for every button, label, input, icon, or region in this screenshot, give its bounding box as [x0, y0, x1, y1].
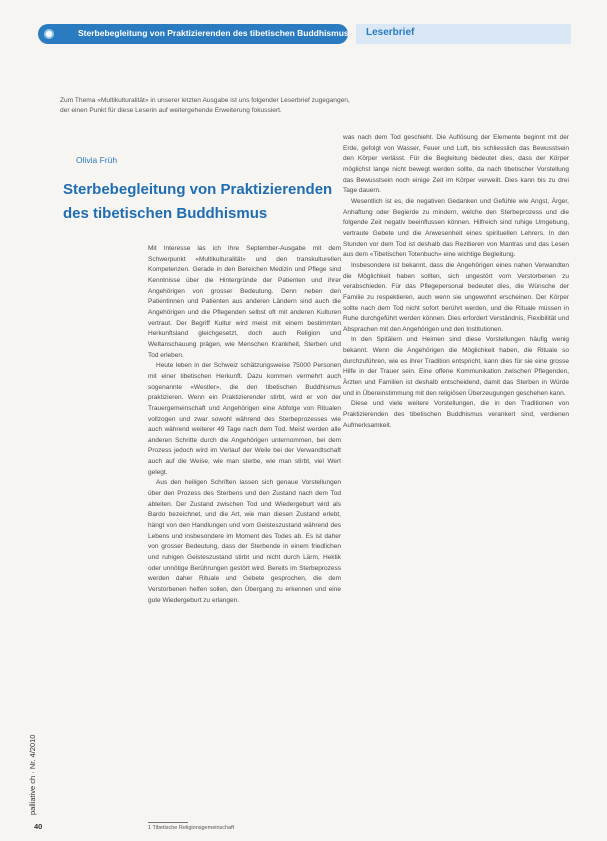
footnote-divider — [148, 822, 188, 823]
paragraph: was nach dem Tod geschieht. Die Auflösung der Elemente beginnt mit der Erde, gefolgt von Wasser, Feuer und Luft, bis schliesslich das Bewusstsein den Körper verlässt. Für die Begleitung bedeutet dies, dass der Körper möglichst lange nicht bewegt werden sollte, da nach tibetischer Vorstellung das Bewusstsein noch einige Zeit im Körper verweilt. Dies kann bis zu drei Tage dauern. — [343, 134, 569, 195]
left-column — [148, 244, 341, 824]
section-label: Leserbrief — [366, 27, 415, 38]
paragraph: Heute leben in der Schweiz schätzungsweise 75000 Personen mit einer tibetischen Herkunft. Dazu kommen vermehrt auch sogenannte «Westler», die den tibetischen Buddhismus praktizieren. Wenn ein Praktizierender stirbt, wird er von der Trauergemeinschaft und Angehörigen eine Abfolge von Ritualen vollzogen und zwar sowohl während des Sterbeprozesses wie auch während weiterer 49 Tage nach dem Tod. Meist werden alle anderen Schritte durch die Angehörigen unternommen, bei dem Prozess jedoch wird im Verlauf der Weile bei der Verwandtschaft auch auf die Weise, wie man sterbe, wie man stirbt, viel Wert gelegt. — [148, 362, 341, 476]
intro-text: Zum Thema «Multikulturalität» in unserer letzten Ausgabe ist uns folgender Leserbrief zugegangen, der einen Punkt für diese Leserin auf weitergehende Erweiterung fokussiert. — [60, 97, 350, 114]
page-number: 40 — [34, 822, 43, 831]
paragraph: In den Spitälern und Heimen sind diese Vorstellungen häufig wenig bekannt. Wenn die Angehörigen die Möglichkeit haben, die Rituale so durchzuführen, wie es ihrer Tradition entspricht, kann dies für sie eine grosse Hilfe in der Trauer sein. Eine offene Kommunikation zwischen Pflegenden, Ärzten und Familien ist deshalb entscheidend, damit das Sterben in Würde und in Übereinstimmung mit den religiösen Überzeugungen geschehen kann. — [343, 336, 569, 397]
paragraph: Mit Interesse las ich Ihre September-Ausgabe mit dem Schwerpunkt «Multikulturalität» und den transkulturellen Kompetenzen. Gerade in den Bereichen Medizin und Pflege sind Kenntnisse über die Hintergründe der Patienten und ihrer Angehörigen von grosser Bedeutung. Denn neben den Patientinnen und Patienten aus anderen Ländern sind auch die Angehörigen und die Pflegenden selbst oft mit anderen Kulturen vertraut. Der Begriff Kultur wird meist mit einem bestimmten Herkunftsland gleichgesetzt, doch auch Religion und Weltanschauung prägen, wie Menschen Krankheit, Sterben und Tod erleben. — [148, 245, 341, 359]
paragraph: Insbesondere ist bekannt, dass die Angehörigen eines nahen Verwandten die Möglichkeit haben sollten, sich ungestört vom Verstorbenen zu verabschieden. Für das Pflegepersonal bedeutet dies, die Wünsche der Familie zu respektieren, auch wenn sie ungewohnt erscheinen. Der Körper sollte nach dem Tod nicht sofort berührt werden, und die Rituale müssen in Ruhe durchgeführt werden können. Dies erfordert Verständnis, Flexibilität und Absprachen mit den Angehörigen und den Institutionen. — [343, 261, 569, 333]
author-name: Olivia Früh — [76, 155, 118, 165]
running-title: Sterbebegleitung von Praktizierenden des tibetischen Buddhismus — [78, 28, 349, 38]
paragraph: Wesentlich ist es, die negativen Gedanken und Gefühle wie Angst, Ärger, Anhaftung oder Begierde zu mindern, welche den Sterbeprozess und die folgende Zeit negativ beeinflussen können. Hilfreich sind ruhige Umgebung, vertraute Gebete und die Anwesenheit eines spirituellen Lehrers. In den Stunden vor dem Tod ist deshalb das Rezitieren von Mantras und das Lesen aus dem «Tibetischen Totenbuch» eine wichtige Begleitung. — [343, 197, 569, 259]
right-column — [343, 133, 569, 833]
footnote: 1 Tibetische Religionsgemeinschaft — [148, 825, 235, 831]
paragraph: Diese und viele weitere Vorstellungen, die in den Traditionen von Praktizierenden des tibetischen Buddhismus verankert sind, verdienen Aufmerksamkeit. — [343, 400, 569, 429]
journal-side-label: palliative ch · Nr. 4/2010 — [28, 734, 37, 815]
paragraph: Aus den heiligen Schriften lassen sich genaue Vorstellungen über den Prozess des Sterbens und den Zustand nach dem Tod ableiten. Der Zustand zwischen Tod und Wiedergeburt wird als Bardo bezeichnet, und die Art, wie man diesen Zustand erlebt, hängt von den Handlungen und vom Geisteszustand während des Lebens und insbesondere im Moment des Todes ab. Es ist daher von grosser Bedeutung, dass der Sterbende in einem friedlichen und ruhigen Geisteszustand stirbt und nicht durch Lärm, Hektik oder unnötige Berührungen gestört wird. Bereits im Sterbeprozess werden daher Rituale und Gebete gesprochen, die dem Verstorbenen helfen sollen, den Übergang zu erkennen und eine gute Wiedergeburt zu erlangen. — [148, 479, 341, 604]
article-headline: Sterbebegleitung von Praktizierenden des tibetischen Buddhismus — [63, 181, 333, 222]
bullet-icon — [44, 29, 54, 39]
